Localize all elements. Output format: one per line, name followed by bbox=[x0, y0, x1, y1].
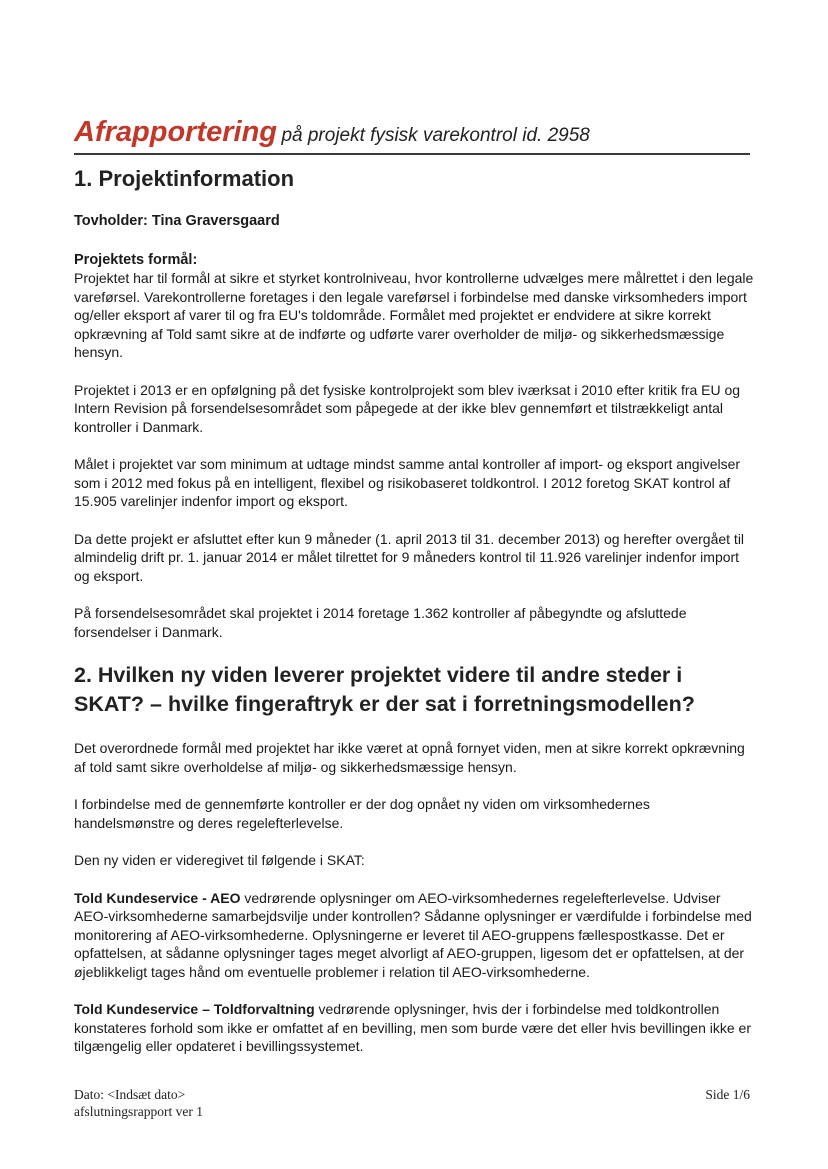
section2-paragraph: I forbindelse med de gennemførte kontroller er der dog opnået ny viden om virksomhedernes handelsmønstre og deres regelefterlevelse. bbox=[74, 796, 650, 831]
document-title bbox=[74, 116, 750, 155]
footer-date: Dato: <Indsæt dato> bbox=[74, 1087, 186, 1102]
recipient-aeo bbox=[74, 889, 754, 982]
section2-paragraph: Den ny viden er videregivet til følgende i SKAT: bbox=[74, 852, 365, 868]
page-number: Side 1/6 bbox=[705, 1087, 750, 1102]
recipient-aeo-text: vedrørende oplysninger om AEO-virksomhedernes regelefterlevelse. Udviser AEO-virksomhederne samarbejdsvilje under kontrollen? Sådanne oplysninger er værdifulde i forbindelse med monitorering af AEO-virksomhederne. Oplysningerne er leveret til AEO-gruppens fællespostkasse. Det er opfattelsen, at sådanne oplysninger tages meget alvorligt af AEO-gruppen, ligesom det er opfattelsen, at der øjeblikkeligt tages hånd om eventuelle problemer i relation til AEO-virksomhederne. bbox=[74, 889, 752, 980]
document-body bbox=[74, 166, 754, 1075]
recipient-toldforvaltning-title: Told Kundeservice – Toldforvaltning bbox=[74, 1001, 315, 1017]
recipient-toldforvaltning-text: vedrørende oplysninger, hvis der i forbindelse med toldkontrollen konstateres forhold som ikke er omfattet af en bevilling, men som burde være det eller hvis bevillingen ikke er tilgængelig eller opdateret i bevillingssystemet. bbox=[74, 1001, 751, 1054]
project-owner: Tovholder: Tina Graversgaard bbox=[74, 213, 280, 229]
title-subtitle: på projekt fysisk varekontrol id. 2958 bbox=[281, 125, 590, 146]
section2-paragraph: Det overordnede formål med projektet har ikke været at opnå fornyet viden, men at sikre korrekt opkrævning af told samt sikre overholdelse af miljø- og sikkerhedsmæssige hensyn. bbox=[74, 740, 745, 775]
section1-paragraph: Målet i projektet var som minimum at udtage mindst samme antal kontroller af import- og eksport angivelser som i 2012 med fokus på en intelligent, flexibel og risikobaseret toldkontrol. I 2012 foretog SKAT kontrol af 15.905 varelinjer indenfor import og eksport. bbox=[74, 456, 741, 509]
section2-heading: 2. Hvilken ny viden leverer projektet videre til andre steder i SKAT? – hvilke fingeraftryk er der sat i forretningsmodellen? bbox=[74, 663, 695, 716]
recipient-toldforvaltning bbox=[74, 1000, 754, 1056]
purpose-label: Projektets formål: bbox=[74, 251, 198, 268]
section1-paragraph: På forsendelsesområdet skal projektet i 2014 foretage 1.362 kontroller af påbegyndte og afsluttede forsendelser i Danmark. bbox=[74, 605, 687, 640]
title-main: Afrapportering bbox=[74, 116, 277, 148]
footer-left bbox=[74, 1086, 203, 1120]
footer-doc-version: afslutningsrapport ver 1 bbox=[74, 1104, 203, 1119]
section1-paragraph: Projektet i 2013 er en opfølgning på det fysiske kontrolprojekt som blev iværksat i 2010 efter kritik fra EU og Intern Revision på forsendelsesområdet som påpegede at der ikke blev gennemført et tilstrækkeligt antal kontroller i Danmark. bbox=[74, 381, 741, 435]
section1-paragraph: Da dette projekt er afsluttet efter kun 9 måneder (1. april 2013 til 31. december 2013) og herefter overgået til almindelig drift pr. 1. januar 2014 er målet tilrettet for 9 måneders kontrol til 11.926 varelinjer indenfor import og eksport. bbox=[74, 530, 745, 584]
recipient-aeo-title: Told Kundeservice - AEO bbox=[74, 889, 241, 906]
section1-paragraph: Projektet har til formål at sikre et styrket kontrolniveau, hvor kontrollerne udvælges mere målrettet i den legale vareførsel. Varekontrollerne foretages i den legale vareførsel i forbindelse med danske virksomheders import og/eller eksport af varer til og fra EU's toldområde. Formålet med projektet er endvidere at sikre korrekt opkrævning af Told samt sikre at de indførte og udførte varer overholder de miljø- og sikkerhedsmæssige hensyn. bbox=[74, 270, 754, 360]
section1-heading: 1. Projektinformation bbox=[74, 166, 295, 191]
